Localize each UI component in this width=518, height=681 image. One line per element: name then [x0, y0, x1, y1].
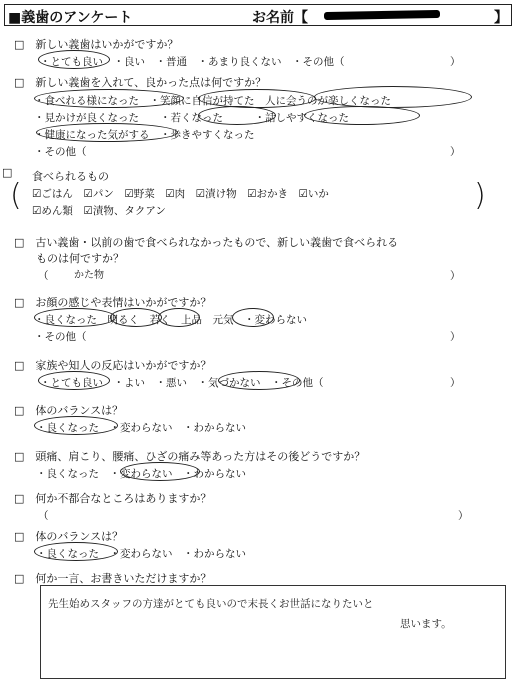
q9-open: （	[38, 510, 49, 522]
q1-answer-circle	[38, 50, 110, 69]
q8-question: □ 頭痛、肩こり、腰痛、ひざの痛み等あった方はその後どうですか？	[14, 450, 366, 463]
name-bracket-close: 】	[494, 10, 508, 26]
q2-circle-health	[36, 123, 178, 142]
q3-paren-right: )	[474, 178, 486, 213]
q7-options: ・良くなった ・変わらない ・わからない	[36, 422, 246, 434]
q5-circle-younger	[158, 308, 200, 327]
q10-circle-better	[34, 542, 118, 561]
q5-question: □ お顔の感じや表情はいかがですか？	[14, 296, 212, 309]
q6-options: ・とても良い ・よい ・悪い ・気づかない ・その他（	[40, 377, 324, 389]
q10-options: ・良くなった ・変わらない ・わからない	[36, 548, 246, 560]
q7-question: □ 体のバランスは？	[14, 404, 124, 417]
q4-question-line2: ものは何ですか？	[36, 252, 124, 265]
q3-paren-left: (	[10, 178, 22, 213]
q2-circle-smile	[198, 89, 316, 108]
q5-other: ・その他（	[34, 331, 87, 343]
q1-options: ・とても良い ・良い ・普通 ・あまり良くない ・その他（	[40, 56, 345, 68]
q2-line3: ・健康になった気がする ・歩きやすくなった	[34, 129, 255, 141]
q9-close: ）	[458, 510, 469, 522]
q1-close: ）	[450, 56, 461, 68]
q4-question: □ 古い義歯・以前の歯で食べられなかったもので、新しい義歯で食べられる	[14, 236, 399, 249]
q8-circle-nochange	[120, 462, 200, 481]
q5-circle-brighter	[110, 308, 162, 327]
q2-circle-talk	[304, 106, 420, 125]
q3-line1: ☑ごはん ☑パン ☑野菜 ☑肉 ☑漬け物 ☑おかき ☑いか	[32, 188, 329, 200]
q2-circle-meet	[314, 86, 472, 108]
q1-question: □ 新しい義歯はいかがですか？	[14, 38, 179, 51]
q10-question: □ 体のバランスは？	[14, 530, 124, 543]
q5-options: ・良くなった 明るく 若く 上品 元気 ・変わらない	[34, 314, 307, 326]
q8-options: ・良くなった ・変わらない ・わからない	[36, 468, 246, 480]
q6-circle-verygood	[38, 371, 110, 390]
survey-title: ■義歯のアンケート	[8, 10, 133, 26]
q3-line2: ☑めん類 ☑漬物、タクアン	[32, 205, 166, 217]
q11-question: □ 何か一言、お書きいただけますか？	[14, 572, 212, 585]
q5-circle-better	[34, 308, 116, 327]
q9-question: □ 何か不都合なところはありますか？	[14, 492, 212, 505]
q5-circle-energetic	[232, 308, 274, 327]
q6-circle-notice	[218, 371, 300, 390]
q4-close: ）	[450, 270, 461, 282]
q2-line4: ・その他（	[34, 146, 87, 158]
q2-line1: ・食べれる様になった ・笑顔に自信が持てた 人に会うのが楽しくなった	[34, 95, 391, 107]
q4-open: （	[38, 270, 49, 282]
q2-close: ）	[450, 146, 461, 158]
q2-circle-eat	[34, 89, 184, 108]
comment-handwriting-line1: 先生始めスタッフの方達がとても良いので末長くお世話になりたいと	[48, 598, 374, 610]
q3-margin-box: □	[2, 166, 13, 179]
q4-handwritten-answer: かた物	[74, 270, 104, 281]
q6-close: ）	[450, 377, 461, 389]
q6-question: □ 家族や知人の反応はいかがですか？	[14, 359, 212, 372]
comment-handwriting-line2: 思います。	[400, 618, 452, 630]
name-label: お名前【	[252, 10, 308, 26]
q3-question: 食べられるもの	[32, 170, 109, 183]
q2-circle-young	[198, 106, 276, 125]
q7-circle-better	[34, 416, 118, 435]
q5-close: ）	[450, 331, 461, 343]
q2-question: □ 新しい義歯を入れて、良かった点は何ですか？	[14, 76, 267, 89]
q2-line2: ・見かけが良くなった ・若くなった ・話しやすくなった	[34, 112, 349, 124]
